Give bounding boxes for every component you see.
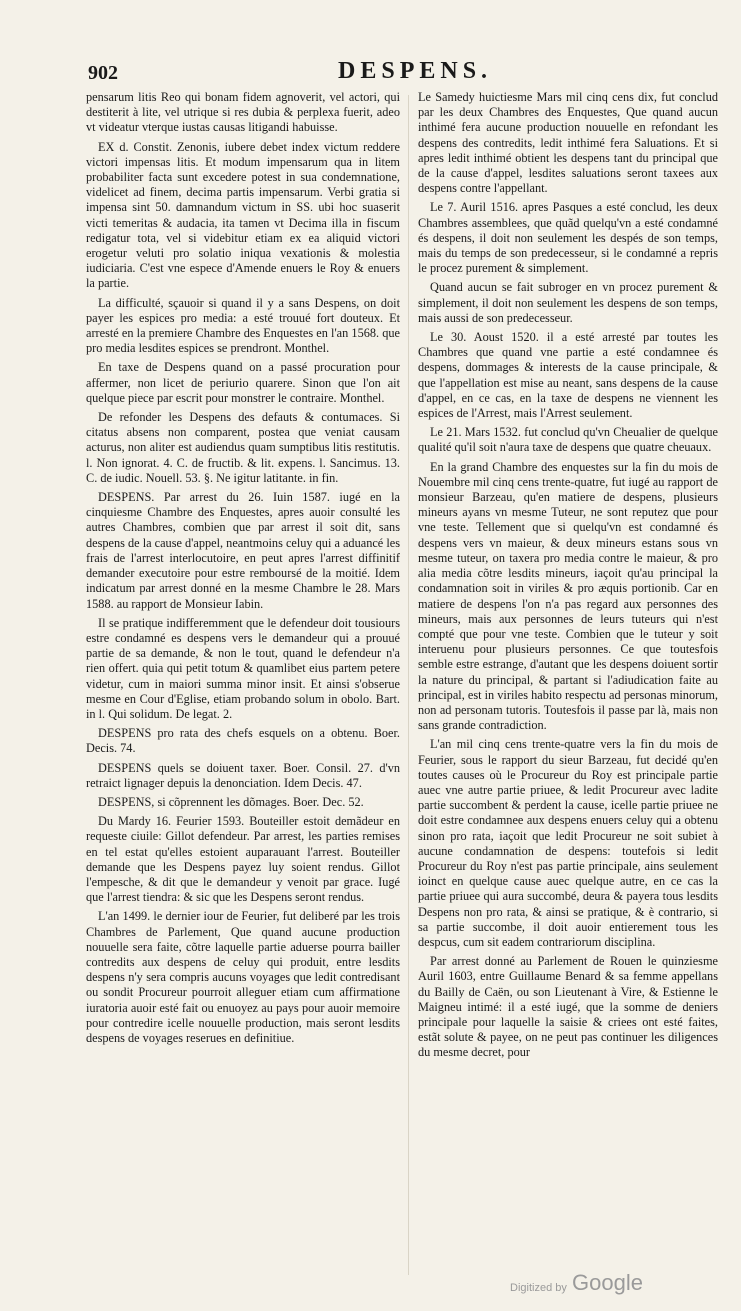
paragraph: En la grand Chambre des enquestes sur la fin du mois de Nouembre mil cinq cens trente-quatre, fut iugé au rapport de monsieur Barzeau, qu'en matiere de despens, plusieurs mineurs ayans vn mesme Tuteur, ne sont reputez que pour vne teste. Tellement que si quelqu'vn est condamné és despens vers vn maieur, & deux mineurs estans sous vn mesme tuteur, on taxera pro media contre le maieur, & pro alia media cõtre lesdits mineurs, iaçoit qu'au principal la condamnation soit in viriles & pro æquis portionib. Car en matiere de despens l'on n'a pas regard aux personnes des mineurs, mais aux personnes de leurs tuteurs qui n'est compté que pour vne teste. Combien que le tuteur y soit interuenu pour plusieurs personnes. Ce que toutesfois semble estre estrange, d'autant que les despens doiuent sortir la nature du principal, & partant si l'adiudication faite au principal, est in viriles habito respectu ad personas minorum, non ad personam tutoris. Toutesfois il passe par là, mais non sans grande contradiction. [418, 459, 718, 733]
paragraph: DESPENS pro rata des chefs esquels on a obtenu. Boer. Decis. 74. [86, 726, 400, 756]
paragraph: Par arrest donné au Parlement de Rouen le quinziesme Auril 1603, entre Guillaume Benard & sa femme appellans du Bailly de Caën, ou son Lieutenant à Vire, & Estienne le Maigneu intimé: il a esté iugé, que la somme de deniers principale pour laquelle la saisie & criees ont esté faites, estãt solute & payee, on ne peut pas continuer les diligences du mesme decret, pour [418, 954, 718, 1060]
running-head: DESPENS. [338, 58, 493, 84]
paragraph: DESPENS quels se doiuent taxer. Boer. Consil. 27. d'vn retraict lignager depuis la denonciation. Idem Decis. 47. [86, 760, 400, 790]
paragraph: EX d. Constit. Zenonis, iubere debet index victum reddere victori impensas litis. Et modum impensarum qua in litem probabiliter facta sunt excedere potest in sua condemnatione, videlicet ad finem, decima partis impensarum. Verbi gratia si impensa sint 50. damnandum victum in SS. ubi hoc suaserit victi temeritas & audacia, ita tamen vt Decima illa in fiscum redigatur tota, vel si videbitur etiam ex ea aliquid victori erogetur veluti pro solatio iniqua vexationis & molestia iudiciaria. C'est vne espece d'Amende enuers le Roy & enuers la partie. [86, 139, 400, 291]
paragraph: Du Mardy 16. Feurier 1593. Bouteiller estoit demãdeur en requeste ciuile: Gillot defendeur. Par arrest, les parties remises en tel estat qu'elles estoient auparauant l'arrest. Bouteiller demande que les Despens payez luy soient rendus. Gillot l'empesche, & dit que le demandeur y venoit par grace. Iugé que l'arrest tiendra: & sic que les Despens seront rendus. [86, 814, 400, 905]
right-column [418, 90, 718, 1065]
paragraph: Le 21. Mars 1532. fut conclud qu'vn Cheualier de quelque qualité qu'il soit n'aura taxe de despens que quatre cheuaux. [418, 425, 718, 455]
left-column [86, 90, 400, 1050]
digitized-label: Digitized by [510, 1282, 567, 1294]
page-number: 902 [88, 62, 118, 84]
paragraph: L'an 1499. le dernier iour de Feurier, fut deliberé par les trois Chambres de Parlement, Que quand aucune production nouuelle sera faite, cõtre laquelle partie aduerse pourra bailler contredits aux despens de celuy qui produit, entre lesdits despens n'y sera compris aucuns voyages que ledit contredisant ou sondit Procureur pourroit alleguer etiam cum affirmatione iuratoria auoir esté fait ou enuoyez au pays pour auoir memoire pour contredire icelle nouuelle production, mais seront lesdits despens de voyages reserues en definitiue. [86, 909, 400, 1045]
paragraph: Quand aucun se fait subroger en vn procez purement & simplement, il doit non seulement les despens de son temps, mais aussi de son predecesseur. [418, 280, 718, 325]
paragraph: L'an mil cinq cens trente-quatre vers la fin du mois de Feurier, sous le rapport du sieur Barzeau, fut decidé qu'en toutes causes où le Procureur du Roy est principale partie auec vne autre partie priuee, & ledit Procureur avec ladite partie succombent & perdent la cause, icelle partie priuee ne doit estre condamnee aux despens enuers celuy qui a obtenu sinon pro rata, iaçoit que ledit Procureur ne soit subiet à aucune condamnation de despens: toutefois si ledit Procureur du Roy n'est pas partie principale, ains seulement ioinct en quelque cause auec quelque autre, en ce cas la partie priuee qui aura succombé, deura & payera tous lesdits Despens non pro rata, & ainsi se pratique, & è contrario, si sa partie succombe, il doit auoir entierement tous les despcus, cum sit eadem contrariorum disciplina. [418, 737, 718, 949]
page-header [88, 54, 708, 94]
paragraph: Il se pratique indifferemment que le defendeur doit tousiours estre condamné es despens vers le demandeur qui a prouué partie de sa demande, & non le tout, quand le defendeur n'a rien offert. quia qui petit totum & quamlibet eius partem petere videtur, cum in maiori summa minor insit. Et ainsi s'obserue mesme en Cour d'Eglise, etiam probando solum in obolo. Bart. in l. Qui solidum. De legat. 2. [86, 615, 400, 721]
paragraph: DESPENS, si cõprennent les dõmages. Boer. Dec. 52. [98, 794, 364, 809]
paragraph: Le 7. Auril 1516. apres Pasques a esté conclud, les deux Chambres assemblees, que quãd quelqu'vn a esté condamné és despens, il doit non seulement les despés de son temps, mais du temps de son predecesseur, si le condamné a repris le procez purement & simplement. [418, 200, 718, 276]
column-divider [408, 95, 409, 1275]
paragraph: pensarum litis Reo qui bonam fidem agnoverit, vel actori, qui destiterit à lite, vel utrique si res dubia & perplexa fuerit, adeo vt videatur vterque iustas causas litigandi habuisse. [86, 90, 400, 135]
paragraph: DESPENS. Par arrest du 26. Iuin 1587. iugé en la cinquiesme Chambre des Enquestes, apres auoir consulté les autres Chambres, combien que par arrest il soit dit, sans despens de la cause d'appel, neantmoins celuy qui a aduancé les frais de l'arrest interlocutoire, en peut apres l'arrest diffinitif demander executoire pour estre remboursé de la moitié. Idem indicatum par arrest donné en la mesme Chambre le 28. Mars 1588. au rapport de Monsieur Iabin. [86, 490, 400, 611]
digitized-watermark [510, 1270, 710, 1300]
paragraph: De refonder les Despens des defauts & contumaces. Si citatus absens non comparent, postea que veniat causam acturus, non aliter est audiendus quam sumptibus litis restitutis. l. Non ignorat. 4. C. de fructib. & lit. expens. l. Sancimus. 13. C. de iudic. Nouell. 53. §. Ne igitur latitante. in fin. [86, 410, 400, 485]
paragraph: Le Samedy huictiesme Mars mil cinq cens dix, fut conclud par les deux Chambres des Enquestes, Que quand aucun inthimé fera aucune production nouuelle en refondant les despens des contredits, ledit inthimé fera Saluations. Et si apres ledit inthimé obtient les despens tant du principal que de la cause d'appel, lesdites saluations seront taxees aux despens contre l'appellant. [418, 90, 718, 196]
paragraph: En taxe de Despens quand on a passé procuration pour affermer, non licet de periurio quarere. Sinon que l'on ait quelque piece par escrit pour monstrer le contraire. Monthel. [86, 360, 400, 405]
google-logo-text: Google [572, 1270, 643, 1295]
paragraph: La difficulté, sçauoir si quand il y a sans Despens, on doit payer les espices pro media: a esté trouué fort douteux. Et arresté en la premiere Chambre des Enquestes en l'an 1568. que pro media lesdites espices se prendront. Monthel. [86, 295, 400, 356]
paragraph: Le 30. Aoust 1520. il a esté arresté par toutes les Chambres que quand vne partie a esté condamnee és despens, dommages & interests de la cause principale, & que l'appellation est mise au neant, sans despens de la cause d'appel, en ce cas, en la taxe de despens ne viennent les espices de l'Arrest, mais l'Arrest seulement. [418, 330, 718, 421]
